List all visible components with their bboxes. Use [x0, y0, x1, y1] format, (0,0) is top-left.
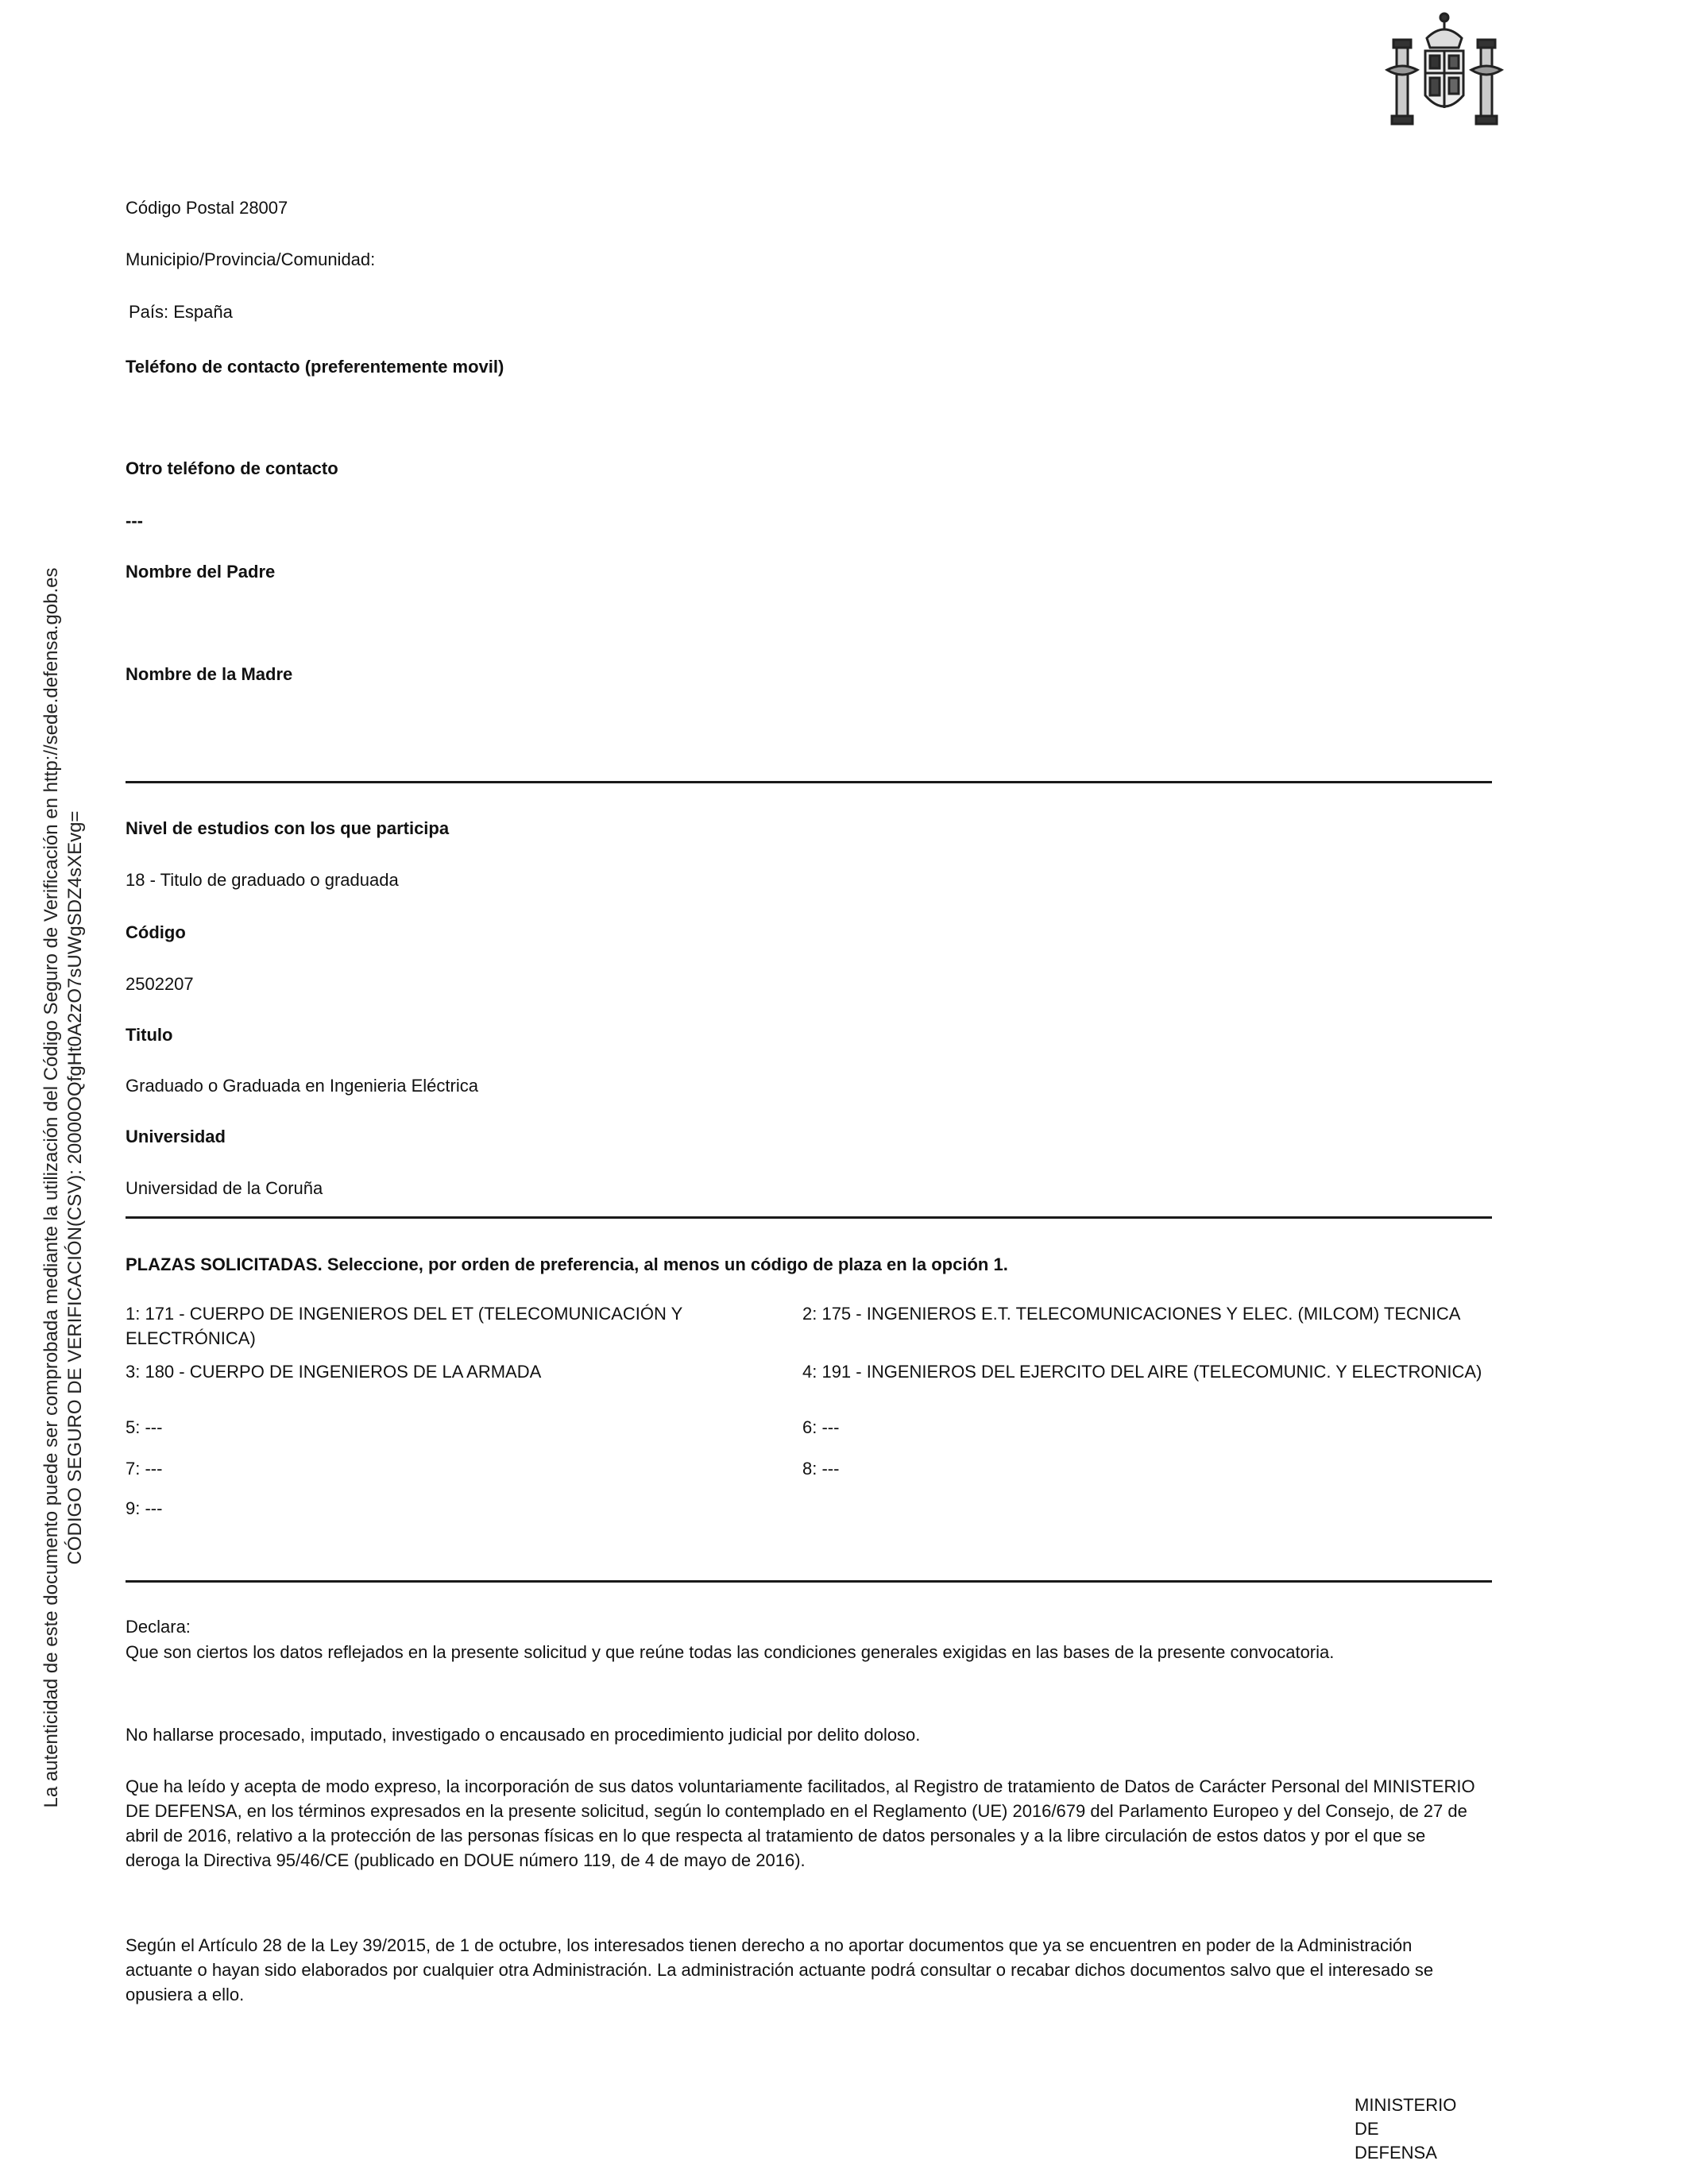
- titulo-value: Graduado o Graduada en Ingenieria Eléctrica: [126, 1076, 478, 1096]
- universidad-value: Universidad de la Coruña: [126, 1178, 323, 1198]
- footer-ministerio: [1355, 2093, 1456, 2165]
- otro-telefono-value: ---: [126, 511, 143, 531]
- nivel-estudios-value: 18 - Titulo de graduado o graduada: [126, 870, 399, 890]
- madre-label: Nombre de la Madre: [126, 664, 293, 684]
- plaza-1: 1: 171 - CUERPO DE INGENIEROS DEL ET (TELECOMUNICACIÓN Y ELECTRÓNICA): [126, 1304, 682, 1348]
- titulo-label: Titulo: [126, 1025, 173, 1045]
- padre-label: Nombre del Padre: [126, 562, 276, 582]
- municipio-label: Municipio/Provincia/Comunidad:: [126, 249, 376, 269]
- otro-telefono-label: Otro teléfono de contacto: [126, 458, 338, 478]
- declara-paragraph-3: Que ha leído y acepta de modo expreso, la incorporación de sus datos voluntariamente facilitados, al Registro de tratamiento de Datos de Carácter Personal del MINISTERIO DE DEFENSA, en los términos expresados en la presente solicitud, según lo contemplado en el Reglamento (UE) 2016/679 del Parlamento Europeo y del Consejo, de 27 de abril de 2016, relativo a la protección de las personas físicas en lo que respecta al tratamiento de datos personales y a la libre circulación de estos datos y por el que se deroga la Directiva 95/46/CE (publicado en DOUE número 119, de 4 de mayo de 2016).: [126, 1776, 1475, 1870]
- plaza-3: 3: 180 - CUERPO DE INGENIEROS DE LA ARMADA: [126, 1362, 542, 1382]
- declara-paragraph-1: Que son ciertos los datos reflejados en la presente solicitud y que reúne todas las condiciones generales exigidas en las bases de la presente convocatoria.: [126, 1642, 1335, 1662]
- plaza-8: 8: ---: [802, 1459, 840, 1479]
- nivel-estudios-label: Nivel de estudios con los que participa: [126, 818, 450, 838]
- divider: [126, 1580, 1492, 1583]
- plaza-7: 7: ---: [126, 1459, 163, 1479]
- footer-line-1: MINISTERIO: [1355, 2095, 1457, 2115]
- side-text-line-2: CÓDIGO SEGURO DE VERIFICACIÓN(CSV): 20000OQfgHt0A2zO7sUWgSDZ4sXEvg=: [64, 810, 86, 1565]
- plaza-2: 2: 175 - INGENIEROS E.T. TELECOMUNICACIONES Y ELEC. (MILCOM) TECNICA: [802, 1304, 1461, 1324]
- plaza-5: 5: ---: [126, 1417, 163, 1437]
- plaza-6: 6: ---: [802, 1417, 840, 1437]
- footer-line-2: DE: [1355, 2119, 1379, 2139]
- side-text-line-1: La autenticidad de este documento puede ser comprobada mediante la utilización del Código Seguro de Verificación en http://sede.defensa.gob.es: [41, 567, 62, 1808]
- pais-value: País: España: [129, 302, 233, 322]
- coat-of-arms-icon: [1381, 6, 1508, 133]
- plaza-4: 4: 191 - INGENIEROS DEL EJERCITO DEL AIRE (TELECOMUNIC. Y ELECTRONICA): [802, 1362, 1482, 1382]
- universidad-label: Universidad: [126, 1127, 226, 1146]
- divider: [126, 1216, 1492, 1219]
- plazas-heading: PLAZAS SOLICITADAS. Seleccione, por orden de preferencia, al menos un código de plaza en la opción 1.: [126, 1254, 1008, 1274]
- declara-paragraph-2: No hallarse procesado, imputado, investigado o encausado en procedimiento judicial por delito doloso.: [126, 1725, 921, 1745]
- codigo-value: 2502207: [126, 974, 194, 994]
- postal-code: Código Postal 28007: [126, 198, 288, 218]
- declara-title: Declara:: [126, 1617, 191, 1637]
- footer-line-3: DEFENSA: [1355, 2143, 1437, 2163]
- declara-paragraph-4: Según el Artículo 28 de la Ley 39/2015, de 1 de octubre, los interesados tienen derecho a no aportar documentos que ya se encuentren en poder de la Administración actuante o hayan sido elaborados por cualquier otra Administración. La administración actuante podrá consultar o recabar dichos documentos salvo que el interesado se opusiera a ello.: [126, 1935, 1434, 2004]
- plaza-9: 9: ---: [126, 1498, 163, 1518]
- codigo-label: Código: [126, 922, 186, 942]
- telefono-label: Teléfono de contacto (preferentemente movil): [126, 357, 504, 377]
- divider: [126, 781, 1492, 783]
